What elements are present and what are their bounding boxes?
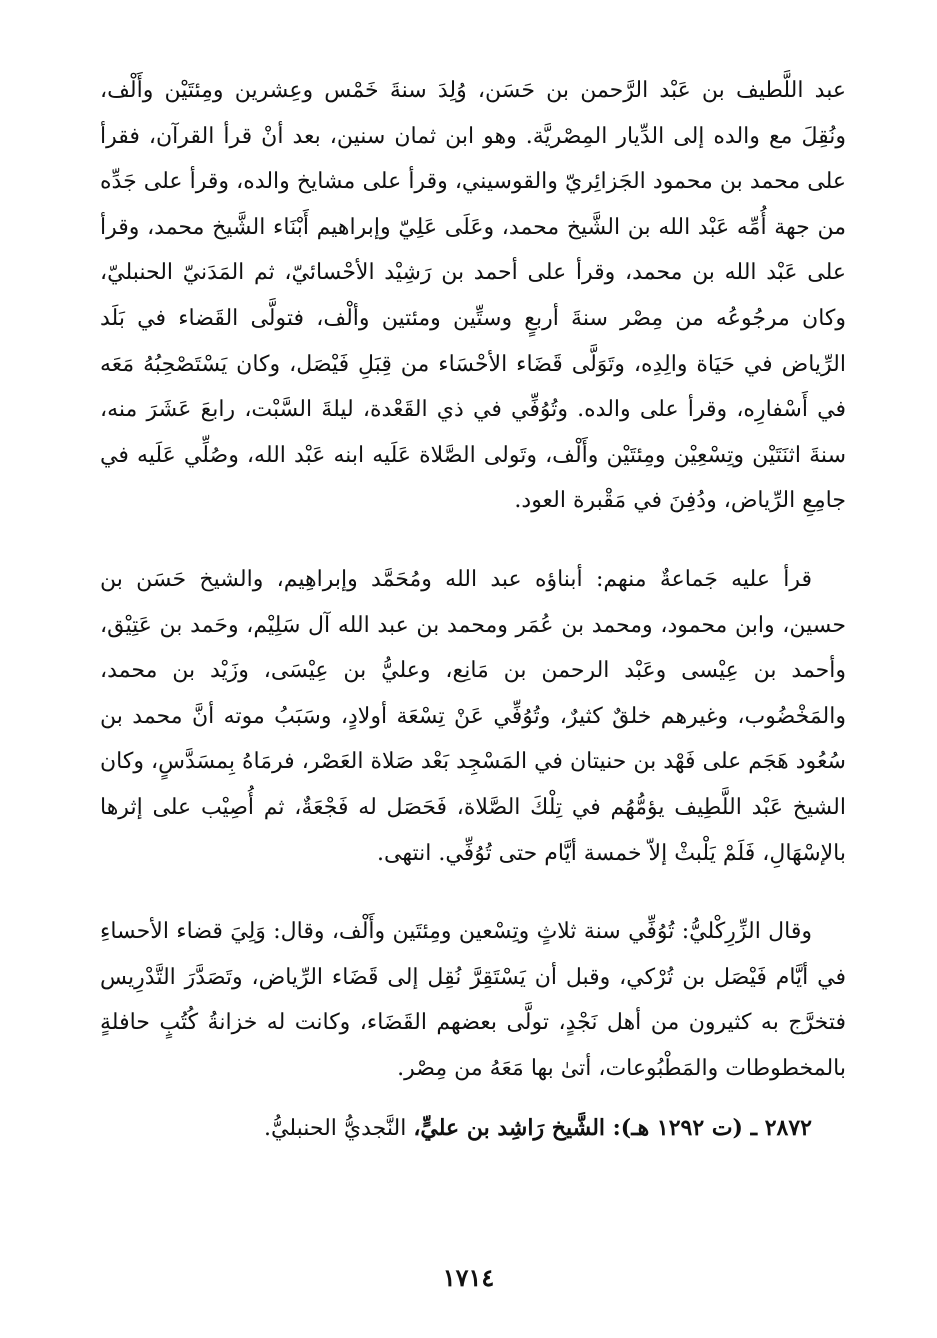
paragraph-spacer	[100, 524, 846, 557]
page-number: ١٧١٤	[442, 1263, 495, 1292]
entry-descriptor: النَّجديُّ الحنبليُّ.	[264, 1116, 414, 1142]
biography-paragraph: عبد اللَّطيف بن عَبْد الرَّحمن بن حَسَن، وُلِدَ سنةَ خَمْس وعِشرين ومِئتَيْن وأَلْف، ونُقِلَ مع والده إلى الدِّيار المِصْريَّة. وهو ابن ثمان سنين، بعد أنْ قرأ القرآن، فقرأ على محمد بن محمود الجَزائِريّ والقوسيني، وقرأ على مشايخ والده، وقرأ على جَدِّه من جهة أُمِّه عَبْد الله بن الشَّيخ محمد، وعَلَى عَلِيّ وإبراهيم أَبْنَاء الشَّيخ محمد، وقرأ على عَبْد الله بن محمد، وقرأ على أحمد بن رَشِيْد الأحْسائيّ، ثم المَدَنيّ الحنبليّ، وكان مرجُوعُه من مِصْر سنةَ أربعٍ وستِّين ومئتين وألْف، فتولَّى القَضاء في بَلَد الرِّياض في حَيَاة والِدِه، وتَوَلَّى قَضَاء الأحْسَاء من قِبَلِ فَيْصَل، وكان يَسْتَصْحِبُهُ مَعَه في أَسْفارِه، وقرأ على والده. وتُوُفِّي في ذي القَعْدة، ليلةَ السَّبْت، رابعَ عَشَرَ منه، سنةَ اثنَتَيْن وتِسْعِيْن ومِئتَيْن وأَلْف، وتَولى الصَّلاة عَلَيه ابنه عَبْد الله، وصُلِّي عَلَيه في جامِعِ الرِّياض، ودُفِنَ في مَقْبرة العود.	[100, 78, 846, 514]
zirikli-paragraph: وقال الزِّرِكْليُّ: تُوُفِّي سنة ثلاثٍ وتِسْعين ومِئتَين وأَلْف، وقال: وَلِيَ قضاء الأحساءِ في أيَّام فَيْصَل بن تُرْكي، وقبل أن يَسْتَقِرَّ نُقِل إلى قَضَاء الرِّياض، وتَصَدَّرَ التَّدْرِيس فتخرَّج به كثيرون من أهل نَجْدٍ، تولَّى بعضهم القَضَاء، وكانت له خزانةُ كُتُبٍ حافلةٍ بالمخطوطات والمَطْبُوعات، أتىٰ بها مَعَهُ من مِصْر.	[100, 919, 846, 1081]
page-body	[100, 68, 846, 1152]
entry-spacer	[100, 1091, 846, 1105]
next-entry-heading	[100, 1105, 846, 1152]
students-paragraph: قرأ عليه جَماعةٌ منهم: أبناؤه عبد الله ومُحَمَّد وإبراهِيم، والشيخ حَسَن بن حسين، وابن محمود، ومحمد بن عُمَر ومحمد بن عبد الله آل سَلِيْم، وحَمد بن عَتِيْق، وأحمد بن عِيْسى وعَبْد الرحمن بن مَانِع، وعليُّ بن عِيْسَى، وزَيْد بن محمد، والمَخْضُوب، وغيرهم خلقٌ كثيرٌ، وتُوُفِّي عَنْ تِسْعَة أولادٍ، وسَبَبُ موته أنَّ محمد بن سُعُود هَجَم على فَهْد بن حنيتان في المَسْجِد بَعْد صَلاة العَصْر، فرمَاهُ بِمسَدَّسٍ، وكان الشيخ عَبْد اللَّطِيف يؤمُّهُم في تِلْكَ الصَّلاة، فَحَصَل له فَجْعَةٌ، ثم أُصِيْب على إثرها بالإسْهَالِ، فَلَمْ يَلْبثْ إلاّ خمسة أيَّام حتى تُوُفِّي. انتهى.	[100, 566, 846, 866]
paragraph-spacer	[100, 876, 846, 909]
entry-number-and-name: ٢٨٧٢ ـ (ت ١٢٩٢ هـ): الشَّيخ رَاشِد بن عليٍّ،	[413, 1115, 812, 1142]
